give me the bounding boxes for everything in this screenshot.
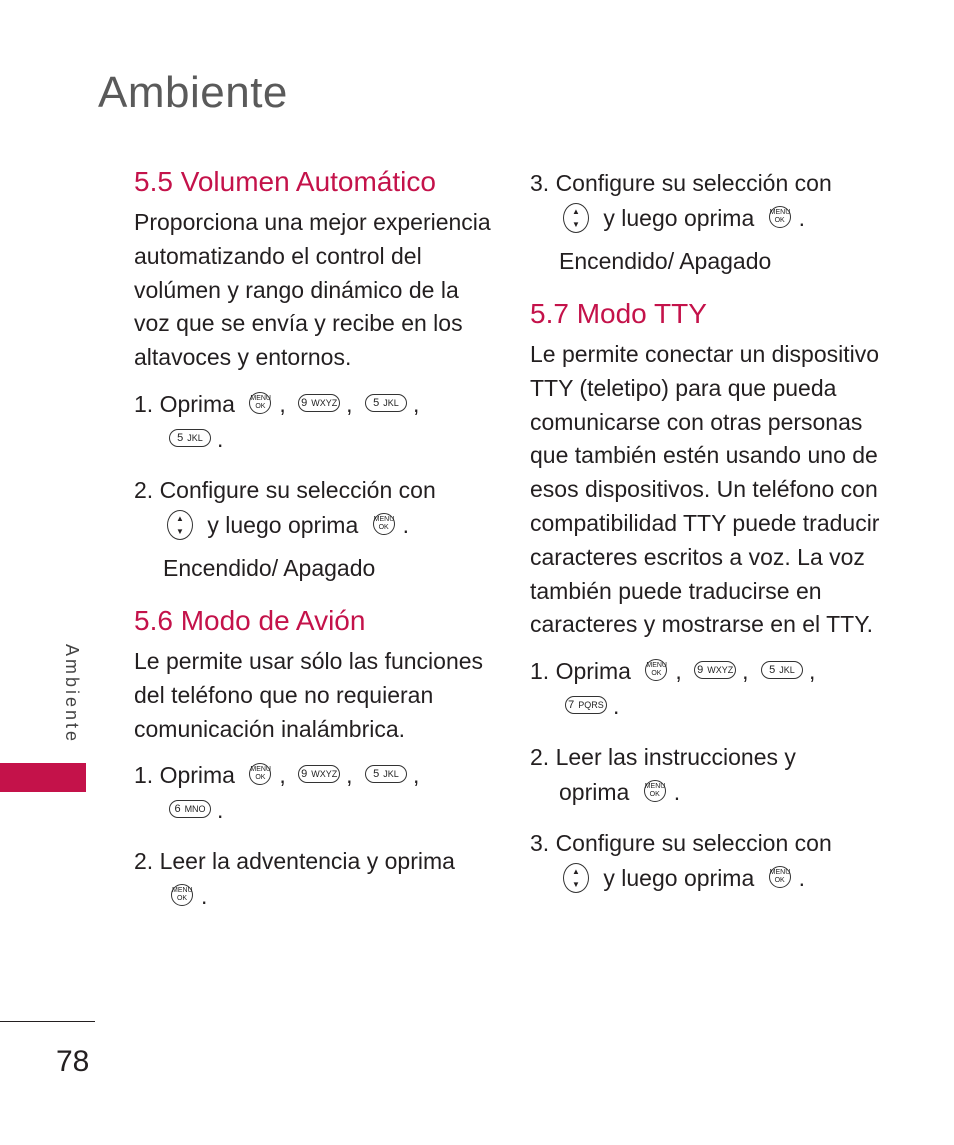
key-5-icon: 5 JKL (761, 661, 803, 679)
step-text: 1. Oprima (530, 658, 631, 685)
menu-ok-key-icon: MENU OK (171, 884, 193, 906)
step-5-6-1: 1. Oprima MENU OK , 9 WXYZ , 5 JKL , 6 MNO . (134, 762, 420, 824)
step-5-5-2: 2. Configure su selección con ▲ ▼ y luego oprima MENU OK . (134, 476, 436, 538)
key-5-icon: 5 JKL (169, 429, 211, 447)
step-text: 3. Configure su selección con (530, 170, 832, 196)
menu-ok-key-icon: MENU OK (249, 392, 271, 414)
options-text: Encendido/ Apagado (559, 248, 772, 274)
options-text: Encendido/ Apagado (163, 554, 376, 581)
step-text: 3. Configure su seleccion con (530, 830, 832, 857)
navigation-key-icon: ▲ ▼ (563, 863, 589, 893)
key-6-icon: 6 MNO (169, 800, 211, 818)
menu-ok-key-icon: MENU OK (645, 659, 667, 681)
menu-ok-key-icon: MENU OK (249, 763, 271, 785)
section-body-5-5: Proporciona una mejor experiencia automatizando el control del volúmen y rango dinámico de la voz que se envía y recibe en los altavoces y entornos. (134, 209, 491, 371)
menu-ok-key-icon: MENU OK (373, 513, 395, 535)
key-9-icon: 9 WXYZ (694, 661, 736, 679)
side-tab-bar (0, 763, 86, 792)
key-5-icon: 5 JKL (365, 394, 407, 412)
step-text: y luego oprima (603, 865, 755, 892)
step-text: 1. Oprima (134, 762, 235, 789)
section-heading-5-5: 5.5 Volumen Automático (134, 166, 436, 197)
side-tab-label: Ambiente (62, 644, 82, 745)
step-text: y luego oprima (603, 205, 755, 231)
step-5-7-2: 2. Leer las instrucciones y oprima MENU OK . (530, 744, 796, 806)
navigation-key-icon: ▲ ▼ (563, 203, 589, 233)
section-body-5-6: Le permite usar sólo las funciones del teléfono que no requieran comunicación inalámbrica. (134, 647, 484, 742)
menu-ok-key-icon: MENU OK (644, 780, 666, 802)
step-text: 2. Configure su selección con (134, 476, 436, 503)
key-9-icon: 9 WXYZ (298, 765, 340, 783)
key-7-icon: 7 PQRS (565, 696, 607, 714)
step-5-5-1: 1. Oprima MENU OK , 9 WXYZ , 5 JKL , 5 JKL . (134, 390, 420, 452)
step-text: 2. Leer las instrucciones y (530, 744, 796, 771)
step-5-5-3: 3. Configure su selección con ▲ ▼ y luego oprima MENU OK . (530, 170, 832, 231)
footer-rule (0, 1021, 95, 1022)
page-title: Ambiente (98, 68, 288, 117)
step-text: oprima (559, 779, 630, 806)
section-heading-5-6: 5.6 Modo de Avión (134, 604, 366, 636)
key-5-icon: 5 JKL (365, 765, 407, 783)
menu-ok-key-icon: MENU OK (769, 866, 791, 888)
section-body-5-7: Le permite conectar un dispositivo TTY (teletipo) para que pueda comunicarse con otras personas que también estén usando uno de esos dispositivos. Un teléfono con compatibilidad TTY puede traducir caracteres escritos a voz. La voz también puede traducirse en caracteres y mostrarse en el TTY. (530, 341, 880, 638)
page-number: 78 (56, 1045, 90, 1078)
step-5-7-1: 1. Oprima MENU OK , 9 WXYZ , 5 JKL , 7 PQRS . (530, 658, 816, 720)
step-text: 2. Leer la adventencia y oprima (134, 848, 455, 875)
menu-ok-key-icon: MENU OK (769, 206, 791, 228)
step-5-7-3: 3. Configure su seleccion con ▲ ▼ y luego oprima MENU OK . (530, 830, 832, 892)
key-9-icon: 9 WXYZ (298, 394, 340, 412)
left-column (134, 166, 494, 930)
navigation-key-icon: ▲ ▼ (167, 510, 193, 540)
section-heading-5-7: 5.7 Modo TTY (530, 298, 707, 329)
right-column (530, 166, 890, 912)
step-5-6-2: 2. Leer la adventencia y oprima MENU OK . (134, 848, 455, 910)
step-text: y luego oprima (207, 511, 359, 538)
step-text: 1. Oprima (134, 390, 235, 417)
